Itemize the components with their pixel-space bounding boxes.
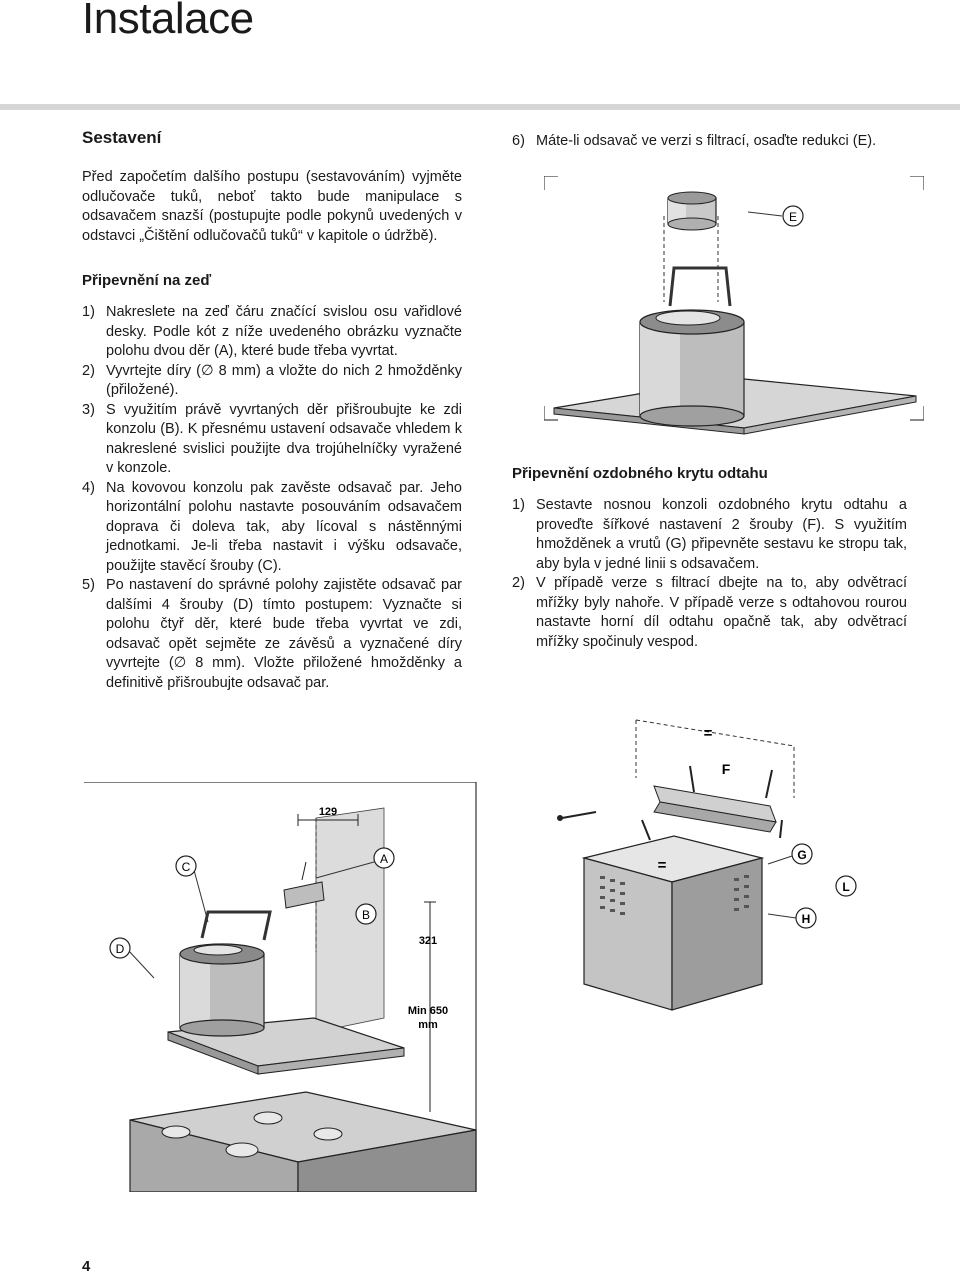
cover-mount-block <box>512 465 907 652</box>
cover-step-2: 2) V případě verze s filtrací dbejte na to, aby odvětrací mřížky byly nahoře. V případě verze s odtahovou rourou nastavte horní díl odtahu opačně tak, aby odvětrací mřížky spočinuly vespod. <box>512 575 907 650</box>
label-l: L <box>842 880 850 894</box>
wall-step-2: 2) Vyvrtejte díry (∅ 8 mm) a vložte do nich 2 hmožděnky (přiložené). <box>82 362 462 398</box>
label-a: A <box>379 852 389 866</box>
assembly-intro: Před započetím dalšího postupu (sestavováním) vyjměte odlučovače tuků, neboť takto bude manipulace s odsavačem snazší (postupujte podle pokynů uvedených v odstavci „Čištění odlučovačů tuků“ v kapitole o údržbě). <box>82 169 462 244</box>
header-rule <box>0 104 960 110</box>
wall-step-5: 5) Po nastavení do správné polohy zajistěte odsavač par dalšími 4 šrouby (D) tímto postupem: Vyznačte si polohu čtyř děr, které bude třeba vyvrtat ve zdi, odsavač opět sejměte ze závěsů a vyznačené díry vyvrtejte (∅ 8 mm). Vložte přiložené hmožděnky a definitivě přišroubujte odsavač par. <box>82 577 462 691</box>
cover-step-1: 1) Sestavte nosnou konzoli ozdobného krytu odtahu a proveďte šířkové nastavení 2 šrouby (F). S využitím hmožděnek a vrutů (G) připevněte sestavu ke stropu tak, aby byla v jedné linii s odsavačem. <box>512 497 907 572</box>
label-c: C <box>181 860 191 874</box>
label-equal-mid: = <box>657 857 667 874</box>
reducer-figure <box>544 176 924 446</box>
label-h: H <box>801 912 811 926</box>
label-d: D <box>115 942 125 956</box>
label-equal-top: = <box>703 725 713 742</box>
dim-321: 321 <box>418 935 438 947</box>
wall-step-3: 3) S využitím právě vyvrtaných děr přišroubujte ke zdi konzolu (B). K přesnému ustavení odsavače vhledem k nakreslené svislici použijte dva trojúhelníčky vyražené v konzole. <box>82 401 462 476</box>
wall-mount-steps <box>82 303 462 693</box>
wall-mount-heading: Připevnění na zeď <box>82 272 212 289</box>
filter-step-block <box>512 132 907 152</box>
dim-129: 129 <box>318 806 338 818</box>
label-b: B <box>361 908 371 922</box>
cover-mount-heading: Připevnění ozdobného krytu odtahu <box>512 465 768 482</box>
wall-step-1: 1) Nakreslete na zeď čáru značící svislou osu vařidlové desky. Podle kót z níže uvedeného obrázku vyznačte polohu dvou děr (A), které bude třeba vyvrtat. <box>82 304 462 359</box>
label-f: F <box>721 761 731 777</box>
dim-min650-line2: mm <box>418 1019 438 1031</box>
label-e: E <box>788 210 798 224</box>
cover-bracket-figure <box>544 708 864 1018</box>
wall-step-4: 4) Na kovovou konzolu pak zavěste odsavač par. Jeho horizontální polohu nastavte posouváním odsavačem doprava či doleva tak, aby lícoval s nástěnnými jednotkami. Je-li třeba nastavit i výšku odsavače, použijte stavěcí šrouby (C). <box>82 479 462 574</box>
left-column <box>82 128 462 693</box>
label-g: G <box>797 848 807 862</box>
cover-mount-steps <box>512 496 907 652</box>
dim-min650-line1: Min 650 <box>407 1005 449 1017</box>
page-title: Instalace <box>82 0 254 43</box>
assembly-heading: Sestavení <box>82 128 162 147</box>
page-number: 4 <box>82 1258 91 1275</box>
wall-mount-figure <box>84 782 480 1192</box>
filter-step: 6) Máte-li odsavač ve verzi s filtrací, osaďte redukci (E). <box>512 133 877 149</box>
